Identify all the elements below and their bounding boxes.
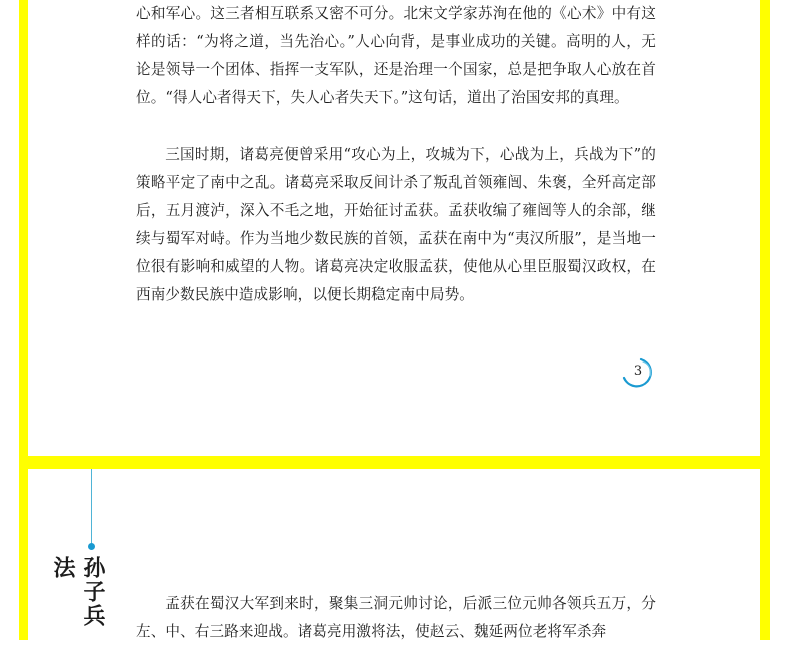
- side-decor-dot: [88, 543, 95, 550]
- frame-left-bottom: [19, 469, 28, 640]
- frame-right-top: [760, 0, 770, 469]
- paragraph-1: 心和军心。这三者相互联系又密不可分。北宋文学家苏洵在他的《心术》中有这样的话：“为将之道，当先治心。”人心向背，是事业成功的关键。高明的人，无论是领导一个团体、指挥一支军队，还是治理一个国家，总是把争取人心放在首位。“得人心者得天下，失人心者失天下。”这句话，道出了治国安邦的真理。: [136, 5, 656, 106]
- frame-right-bottom: [760, 469, 770, 640]
- paragraph-2: 三国时期，诸葛亮便曾采用“攻心为上，攻城为下，心战为上，兵战为下”的策略平定了南中之乱。诸葛亮采取反间计杀了叛乱首领雍闿、朱褒，全歼高定部后，五月渡泸，深入不毛之地，开始征讨孟获。孟获收编了雍闿等人的余部，继续与蜀军对峙。作为当地少数民族的首领，孟获在南中为“夷汉所服”，是当地一位很有影响和威望的人物。诸葛亮决定收服孟获，使他从心里臣服蜀汉政权，在西南少数民族中造成影响，以便长期稳定南中局势。: [136, 146, 656, 303]
- page-number-badge: [619, 356, 657, 390]
- paragraph-3: 孟获在蜀汉大军到来时，聚集三洞元帅讨论，后派三位元帅各领兵五万，分左、中、右三路来迎战。诸葛亮用激将法，使赵云、魏延两位老将军杀奔: [136, 595, 656, 640]
- page-number: 3: [633, 364, 643, 379]
- frame-separator: [19, 456, 770, 469]
- side-decor-line: [91, 469, 92, 545]
- frame-left-top: [19, 0, 28, 469]
- side-chapter-title: 孙子兵法: [50, 556, 106, 628]
